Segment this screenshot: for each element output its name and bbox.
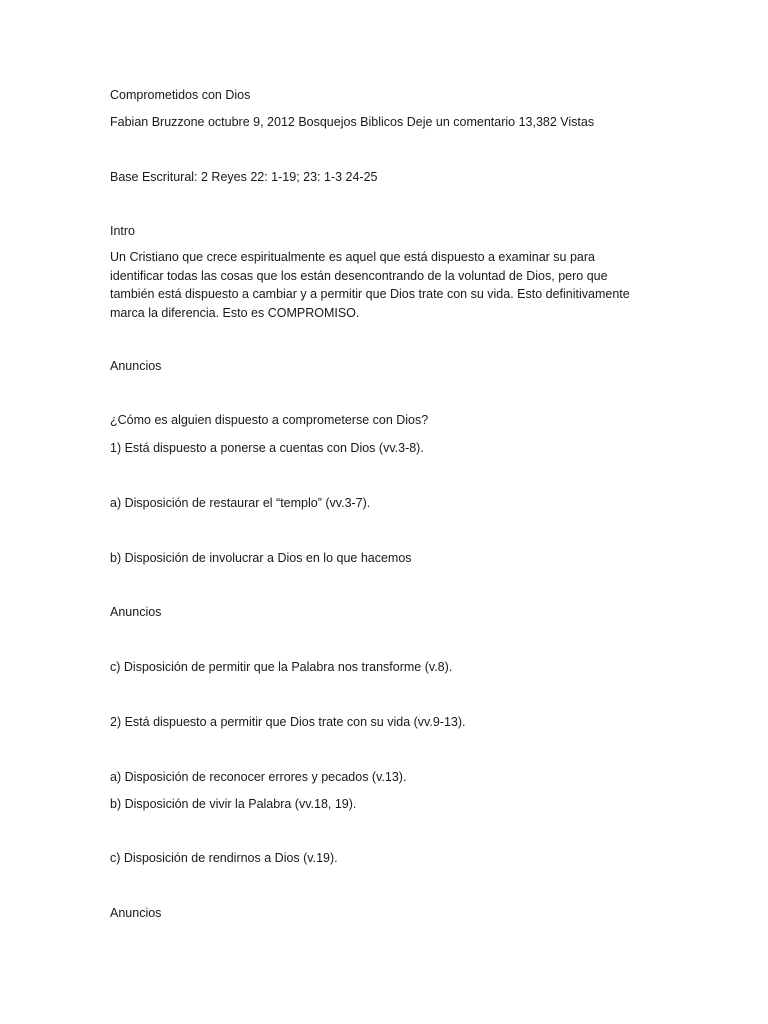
section-question: ¿Cómo es alguien dispuesto a comprometerse con Dios? [110,413,429,427]
intro-paragraph [110,248,670,322]
outline-subpoint: a) Disposición de reconocer errores y pecados (v.13). [110,770,407,784]
intro-line: también está dispuesto a cambiar y a permitir que Dios trate con su vida. Esto definitivamente [110,287,630,302]
outline-subpoint: b) Disposición de involucrar a Dios en lo que hacemos [110,551,412,565]
ad-label: Anuncios [110,906,162,920]
intro-line: Un Cristiano que crece espiritualmente es aquel que está dispuesto a examinar su para [110,250,595,264]
outline-subpoint: a) Disposición de restaurar el “templo” (vv.3-7). [110,496,371,510]
ad-label: Anuncios [110,359,162,373]
document-title: Comprometidos con Dios [110,88,251,102]
outline-point: 1) Está dispuesto a ponerse a cuentas con Dios (vv.3-8). [110,441,424,455]
intro-line: identificar todas las cosas que los están desencontrando de la voluntad de Dios, pero que [110,268,608,283]
document-meta: Fabian Bruzzone octubre 9, 2012 Bosquejos Biblicos Deje un comentario 13,382 Vistas [110,115,595,129]
intro-line: marca la diferencia. Esto es COMPROMISO. [110,305,360,320]
outline-subpoint: c) Disposición de rendirnos a Dios (v.19). [110,851,338,865]
scripture-base: Base Escritural: 2 Reyes 22: 1-19; 23: 1-3 24-25 [110,170,378,184]
ad-label: Anuncios [110,605,162,619]
outline-point: 2) Está dispuesto a permitir que Dios trate con su vida (vv.9-13). [110,715,466,729]
outline-subpoint: b) Disposición de vivir la Palabra (vv.18, 19). [110,797,357,811]
intro-heading: Intro [110,224,136,238]
outline-subpoint: c) Disposición de permitir que la Palabra nos transforme (v.8). [110,660,453,674]
